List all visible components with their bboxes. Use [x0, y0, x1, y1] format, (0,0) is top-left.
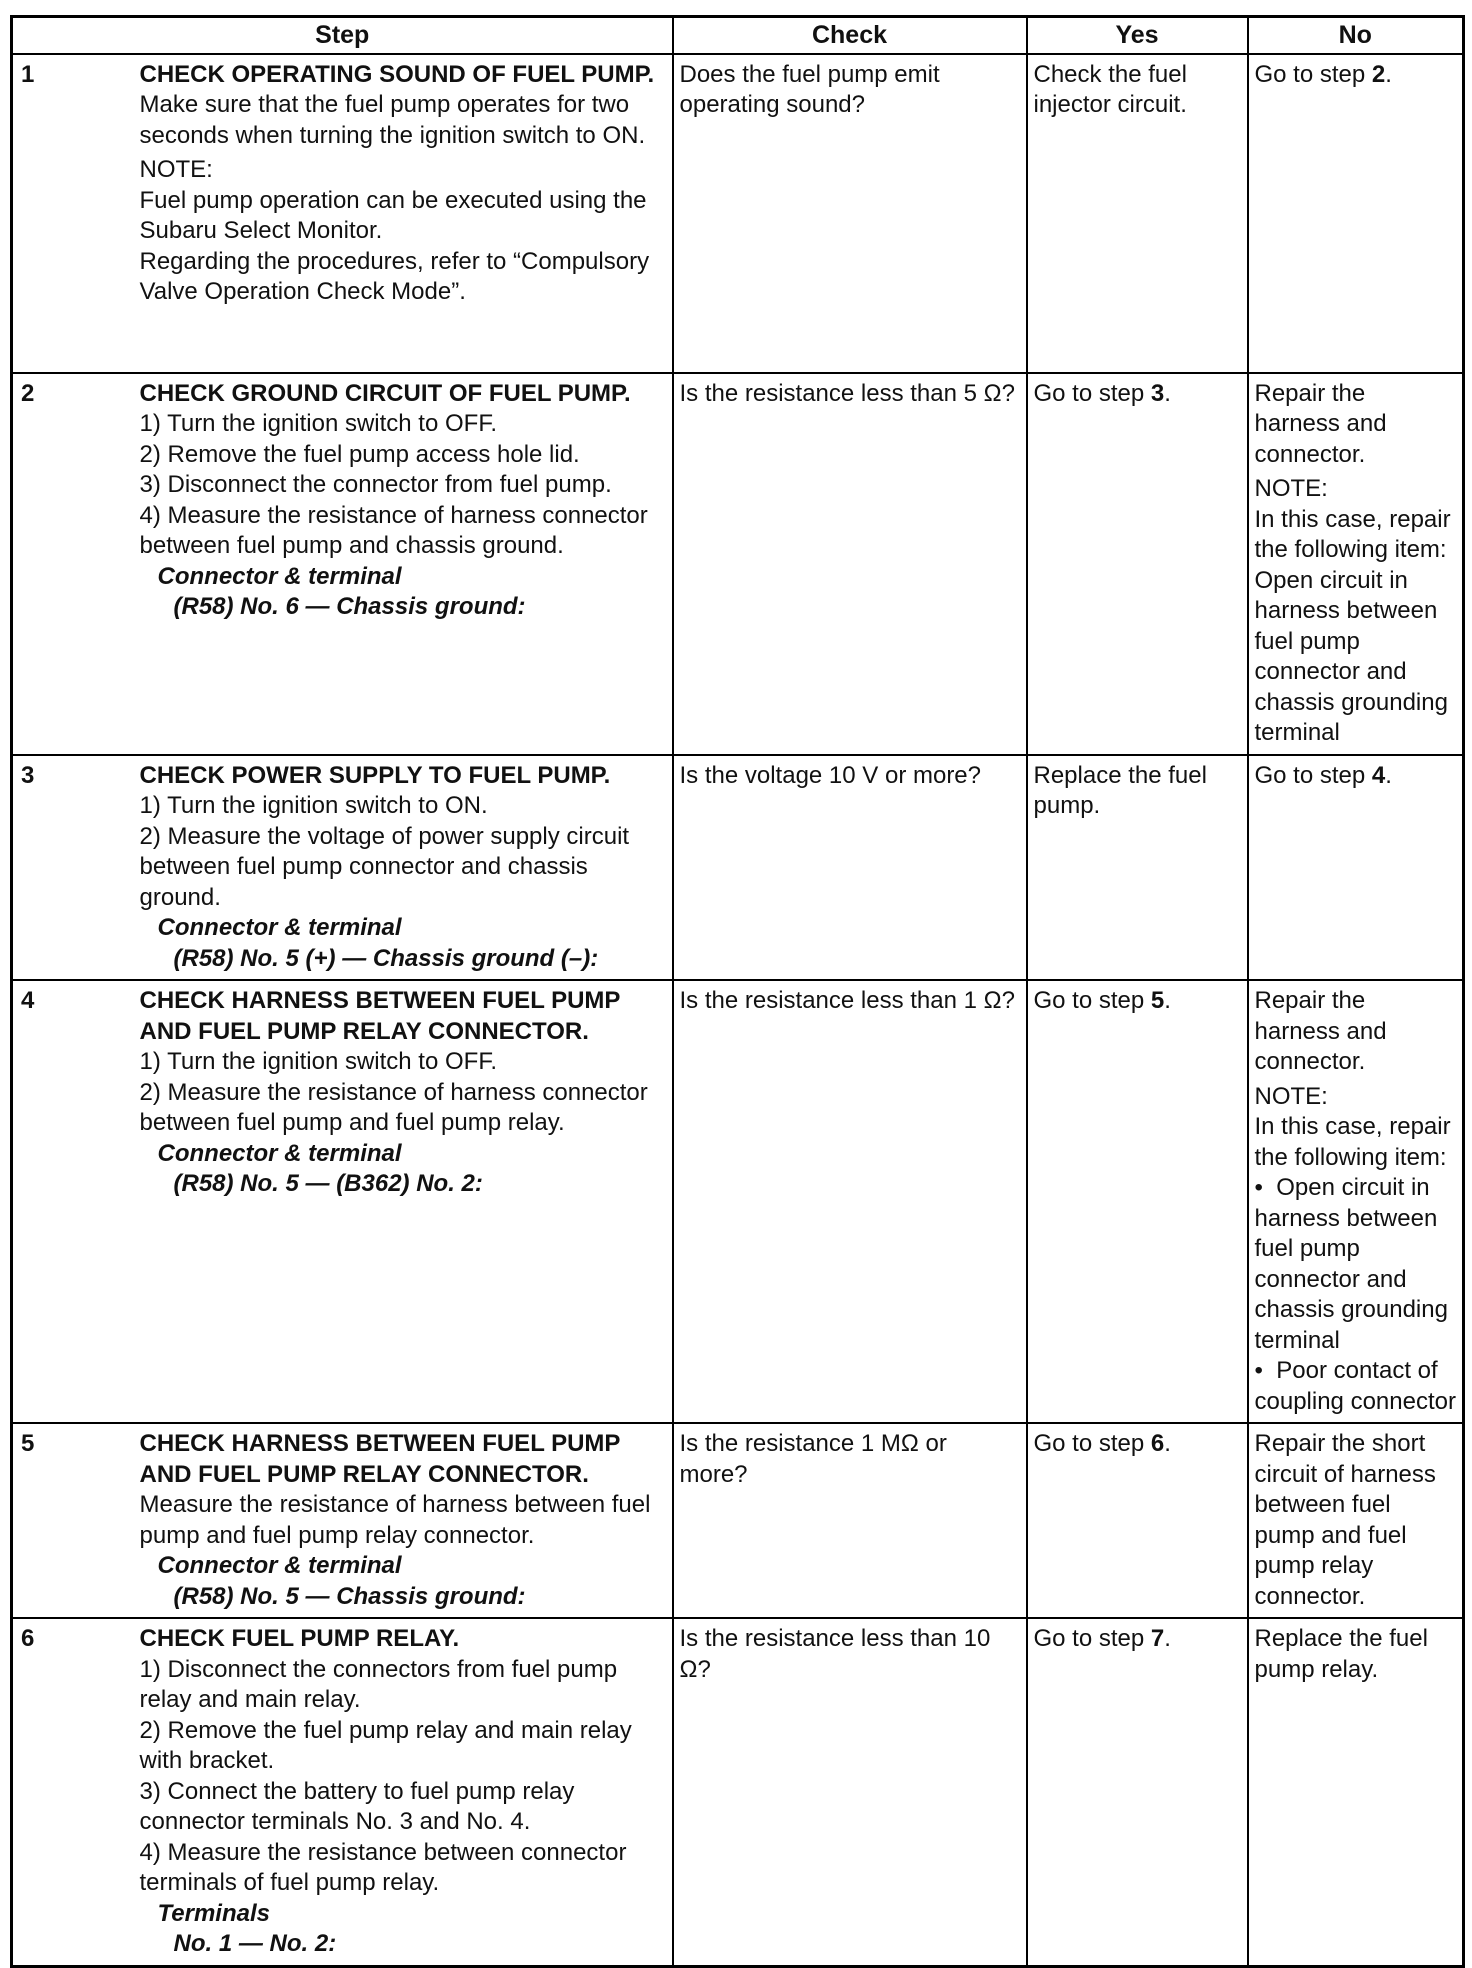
step-title: CHECK HARNESS BETWEEN FUEL PUMP AND FUEL PUMP RELAY CONNECTOR. [139, 987, 620, 1045]
no-cell: Go to step 2. [1248, 54, 1464, 373]
connector-value: (R58) No. 6 — Chassis ground: [173, 593, 526, 620]
step-line: 2) Remove the fuel pump relay and main relay with bracket. [139, 1716, 632, 1774]
note-label: NOTE: [1254, 475, 1328, 502]
no-cell: Repair the short circuit of harness between fuel pump and fuel pump relay connector. [1248, 1423, 1464, 1618]
check-cell: Is the resistance less than 10 Ω? [673, 1618, 1027, 1966]
step-content [136, 980, 673, 1423]
header-check: Check [673, 17, 1027, 54]
check-cell: Is the resistance 1 MΩ or more? [673, 1423, 1027, 1618]
step-line: 1) Turn the ignition switch to ON. [139, 792, 488, 819]
step-content [136, 1618, 673, 1966]
table-row [12, 1618, 1464, 1966]
no-line: In this case, repair the following item: [1254, 505, 1451, 563]
step-line: 2) Remove the fuel pump access hole lid. [139, 440, 580, 468]
table-row [12, 54, 1464, 373]
yes-cell: Check the fuel injector circuit. [1027, 54, 1248, 373]
step-title: CHECK HARNESS BETWEEN FUEL PUMP AND FUEL PUMP RELAY CONNECTOR. [139, 1430, 620, 1488]
yes-cell: Replace the fuel pump. [1027, 755, 1248, 981]
yes-cell: Go to step 7. [1027, 1618, 1248, 1966]
step-line: 2) Measure the resistance of harness connector between fuel pump and fuel pump relay. [139, 1078, 648, 1136]
step-line: 2) Measure the voltage of power supply circuit between fuel pump connector and chassis ground. [139, 822, 630, 911]
connector-value: (R58) No. 5 (+) — Chassis ground (–): [173, 944, 599, 972]
check-cell: Is the voltage 10 V or more? [673, 755, 1027, 981]
step-number: 5 [12, 1423, 136, 1618]
step-line: 1) Disconnect the connectors from fuel pump relay and main relay. [139, 1655, 618, 1713]
note-label: NOTE: [139, 156, 213, 183]
step-line: 3) Connect the battery to fuel pump relay connector terminals No. 3 and No. 4. [139, 1777, 575, 1835]
header-step: Step [12, 17, 673, 54]
table-row [12, 373, 1464, 755]
step-line: Regarding the procedures, refer to “Compulsory Valve Operation Check Mode”. [139, 247, 650, 305]
step-title: CHECK GROUND CIRCUIT OF FUEL PUMP. [139, 379, 631, 407]
connector-title: Connector & terminal [157, 562, 402, 590]
step-number: 6 [12, 1618, 136, 1966]
no-line: Open circuit in harness between fuel pump connector and chassis grounding terminal [1254, 566, 1448, 746]
no-line: In this case, repair the following item: [1254, 1113, 1451, 1171]
step-title: CHECK POWER SUPPLY TO FUEL PUMP. [139, 761, 611, 789]
step-title: CHECK OPERATING SOUND OF FUEL PUMP. [139, 60, 655, 88]
step-line: 4) Measure the resistance of harness connector between fuel pump and chassis ground. [139, 501, 648, 559]
connector-title: Connector & terminal [157, 1552, 402, 1579]
check-cell: Does the fuel pump emit operating sound? [673, 54, 1027, 373]
step-line: Fuel pump operation can be executed using the Subaru Select Monitor. [139, 186, 647, 244]
step-line: Make sure that the fuel pump operates for two seconds when turning the ignition switch to ON. [139, 91, 646, 149]
diagnostic-table [10, 15, 1465, 1968]
step-number: 1 [12, 54, 136, 373]
connector-value: (R58) No. 5 — (B362) No. 2: [173, 1170, 483, 1197]
yes-cell: Go to step 3. [1027, 373, 1248, 755]
check-cell: Is the resistance less than 5 Ω? [673, 373, 1027, 755]
no-bullet: • Open circuit in harness between fuel pump connector and chassis grounding terminal [1255, 1173, 1457, 1356]
table-row [12, 755, 1464, 981]
step-line: 1) Turn the ignition switch to OFF. [139, 1048, 497, 1075]
step-line: 4) Measure the resistance between connector terminals of fuel pump relay. [139, 1838, 627, 1896]
no-cell: Go to step 4. [1248, 755, 1464, 981]
no-line: Repair the harness and connector. [1254, 379, 1387, 468]
check-cell: Is the resistance less than 1 Ω? [673, 980, 1027, 1423]
connector-title: Terminals [157, 1899, 270, 1927]
connector-value: (R58) No. 5 — Chassis ground: [173, 1582, 526, 1610]
no-cell: Replace the fuel pump relay. [1248, 1618, 1464, 1966]
connector-title: Connector & terminal [157, 914, 402, 941]
no-line: Repair the harness and connector. [1254, 987, 1387, 1075]
connector-value: No. 1 — No. 2: [173, 1930, 337, 1957]
step-number: 4 [12, 980, 136, 1423]
note-label: NOTE: [1254, 1082, 1328, 1110]
no-cell [1248, 980, 1464, 1423]
no-cell [1248, 373, 1464, 755]
step-content [136, 373, 673, 755]
yes-cell: Go to step 5. [1027, 980, 1248, 1423]
step-line: 3) Disconnect the connector from fuel pump. [139, 471, 612, 498]
no-bullet: • Poor contact of coupling connector [1255, 1356, 1457, 1417]
table-row [12, 1423, 1464, 1618]
step-content [136, 1423, 673, 1618]
connector-title: Connector & terminal [157, 1139, 402, 1167]
step-number: 3 [12, 755, 136, 981]
step-content [136, 54, 673, 373]
step-title: CHECK FUEL PUMP RELAY. [139, 1625, 460, 1652]
table-row [12, 980, 1464, 1423]
header-yes: Yes [1027, 17, 1248, 54]
header-row [12, 17, 1464, 54]
header-no: No [1248, 17, 1464, 54]
yes-cell: Go to step 6. [1027, 1423, 1248, 1618]
step-line: 1) Turn the ignition switch to OFF. [139, 410, 497, 437]
step-line: Measure the resistance of harness between fuel pump and fuel pump relay connector. [139, 1491, 651, 1549]
step-content [136, 755, 673, 981]
step-number: 2 [12, 373, 136, 755]
